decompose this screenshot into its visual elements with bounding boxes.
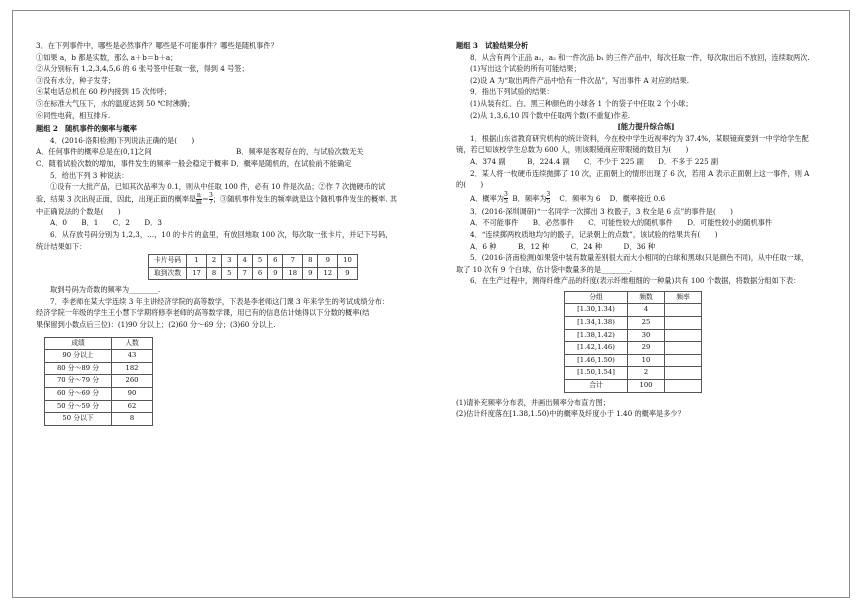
p2-d: D．概率接近 0.6 — [609, 193, 666, 203]
q9-line2: (1)从装有红、白、黑三种颜色的小球各 1 个的袋子中任取 2 个小球； — [470, 98, 693, 108]
q5-options: A．0 B．1 C．2 D．3 — [50, 218, 162, 228]
q7-line1: 7．李老师在某大学连续 3 年主讲经济学院的高等数学，下表是李老师这门课 3 年来学生的考试成绩分布： — [50, 296, 390, 306]
table-row — [45, 413, 153, 426]
q6-stem2: 统计结果如下： — [36, 241, 87, 251]
table-row — [565, 317, 702, 330]
card-count-cell: 6 — [252, 267, 267, 280]
q4-stem: 4．(2016·洛阳检测)下列说法正确的是( ) — [50, 135, 195, 145]
card-table-head2: 取到次数 — [149, 267, 187, 280]
card-number-cell: 9 — [318, 255, 338, 268]
q3-item: ①如果 a，b 都是实数，那么 a＋b＝b＋a； — [36, 52, 178, 62]
q7-line2: 经济学院一年级的学生王小慧下学期将修李老师的高等数学课，用已有的信息估计她得以下分数的概率(结 — [36, 308, 370, 318]
table-cell: 50 分～59 分 — [45, 400, 112, 413]
table-cell: 8 — [112, 413, 153, 426]
table-cell: 100 — [628, 380, 665, 393]
p2-frac-a-num: 3 — [503, 191, 508, 199]
p4-options: A．6 种 B．12 种 C．24 种 D．36 种 — [470, 241, 656, 251]
frequency-table — [564, 291, 702, 393]
p5-line1: 5．(2016·济南检测)如果袋中装有数量差别很大而大小相同的白球和黑球(只是颜色不同)，从中任取一球， — [470, 253, 809, 263]
section-banner: [能力提升综合练] — [617, 122, 675, 132]
table-row — [565, 367, 702, 380]
table-cell — [665, 342, 702, 355]
q7-line3: 果保留到小数点后三位)：(1)90 分以上；(2)60 分～69 分；(3)60 分以上. — [36, 320, 276, 330]
p4-stem: 4．“连续掷两枚质地均匀的骰子，记录朝上的点数”，该试验的结果共有( ) — [470, 229, 718, 239]
card-count-cell: 18 — [283, 267, 303, 280]
topic3-heading: 题组 3 试验结果分析 — [456, 41, 529, 50]
table-cell: [1.34,1.38) — [565, 317, 628, 330]
card-number-cell: 1 — [187, 255, 207, 268]
table-cell: [1.46,1.50) — [565, 354, 628, 367]
p2-c: C．频率为 6 — [559, 193, 601, 203]
table-row — [565, 354, 702, 367]
table-cell: [1.50,1.54] — [565, 367, 628, 380]
table-cell: 4 — [628, 304, 665, 317]
q9-line1: 9．指出下列试验的结果： — [470, 87, 554, 97]
table-header-cell: 人数 — [112, 337, 153, 350]
table-row — [45, 350, 153, 363]
p6-stem: 6．在生产过程中，测得纤维产品的纤度(表示纤维粗细的一种量)共有 100 个数据，将数据分组如下表： — [470, 276, 801, 286]
table-cell: 50 分以下 — [45, 413, 112, 426]
q6-stem1: 6．从存放号码分别为 1,2,3，…，10 的卡片的盒里，有放回地取 100 次，每次取一张卡片，并记下号码， — [50, 229, 393, 239]
q5-line2a: 验，结果 3 次出现正面，因此，出现正面的概率是 — [36, 194, 197, 204]
table-cell: 260 — [112, 375, 153, 388]
q4-option-a — [36, 146, 424, 158]
card-count-cell: 5 — [222, 267, 237, 280]
table-cell: 182 — [112, 362, 153, 375]
p2-a: A．概率为 — [470, 193, 504, 203]
table-cell: [1.38,1.42) — [565, 329, 628, 342]
p1-options: A．374 副 B．224.4 副 C．不少于 225 副 D．不多于 225 副 — [470, 156, 719, 166]
card-number-cell: 8 — [303, 255, 318, 268]
card-number-cell: 4 — [237, 255, 252, 268]
q5-line2 — [36, 193, 424, 206]
table-cell: 30 — [628, 329, 665, 342]
p2-options — [456, 191, 836, 206]
q5-line1: ①设有一大批产品，已知其次品率为 0.1，则从中任取 100 件，必有 10 件是次品；②作 7 次抛硬币的试 — [50, 182, 386, 192]
p2-frac-b-num: 3 — [546, 191, 551, 199]
q3-item: ②从分别标有 1,2,3,4,5,6 的 6 张号签中任取一张，得到 4 号签； — [36, 64, 249, 74]
card-count-cell: 9 — [303, 267, 318, 280]
table-cell — [665, 354, 702, 367]
table-row — [565, 329, 702, 342]
p5-line2: 取了 10 次有 9 个白球，估计袋中数量多的是________. — [456, 264, 633, 274]
table-cell: 80 分～89 分 — [45, 362, 112, 375]
table-header-cell: 频率 — [665, 291, 702, 304]
card-number-cell: 2 — [206, 255, 221, 268]
card-count-cell: 17 — [187, 267, 207, 280]
q3-item: ④某电话总机在 60 秒内接到 15 次传呼； — [36, 87, 172, 97]
p3-stem: 3．(2016·深圳调研)“一名同学一次掷出 3 枚骰子，3 枚全是 6 点”的事件是( ) — [470, 206, 733, 216]
table-row — [565, 304, 702, 317]
table-cell — [665, 380, 702, 393]
card-number-cell: 6 — [268, 255, 283, 268]
p2-frac-a-den: 5 — [503, 198, 508, 206]
q5-eq: ＝ — [201, 194, 209, 204]
card-number-cell: 3 — [222, 255, 237, 268]
table-header-cell: 分组 — [565, 291, 628, 304]
card-count-cell: 8 — [206, 267, 221, 280]
p6-q1: (1)请补充频率分布表，并画出频率分布直方图； — [456, 397, 610, 407]
p2-frac-b — [546, 192, 550, 205]
table-cell: [1.42,1.46) — [565, 342, 628, 355]
q8-line2: (1)写出这个试验的所有可能结果； — [470, 64, 581, 74]
table-cell: [1.30,1.34) — [565, 304, 628, 317]
q4-a: A．任何事件的概率总是在(0,1]之间 — [36, 147, 152, 157]
right-column — [456, 40, 836, 420]
topic2-heading: 题组 2 随机事件的频率与概率 — [36, 124, 137, 134]
q8-line1: 8．从含有两个正品 a₁，a₂ 和一件次品 b₁ 的三件产品中，每次任取一件，每次取出后不放回，连续取两次. — [470, 52, 810, 62]
p3-options: A．不可能事件 B．必然事件 C．可能性较大的随机事件 D．可能性较小的随机事件 — [470, 218, 773, 228]
card-count-cell: 9 — [268, 267, 283, 280]
table-row — [45, 362, 153, 375]
table-cell: 90 — [112, 388, 153, 401]
q6-tail: 取到号码为奇数的频率为________. — [50, 285, 161, 295]
p2-line1: 2．某人将一枚硬币连续抛掷了 10 次，正面朝上的情形出现了 6 次，若用 A 表示正面朝上这一事件，则 A — [470, 168, 810, 178]
frac2-den: 7 — [209, 198, 213, 206]
p2-line2: 的( ) — [456, 180, 484, 190]
q4-b: B．频率是客观存在的，与试验次数无关 — [236, 147, 364, 157]
card-number-cell: 7 — [283, 255, 303, 268]
table-row — [45, 388, 153, 401]
frac-den: m — [196, 198, 202, 206]
q4-option-cd: C．随着试验次数的增加，事件发生的频率一般会稳定于概率 D．概率是随机的，在试验前不能确定 — [36, 158, 352, 168]
left-column — [36, 40, 424, 426]
frac-num: n — [197, 191, 201, 199]
table-header-cell: 频数 — [628, 291, 665, 304]
card-table — [148, 254, 358, 280]
p1-line1: 1．根据山东省教育研究机构的统计资料，今在校中学生近视率约为 37.4%，某眼镜商要到一中学给学生配 — [470, 133, 809, 143]
card-table-head1: 卡片号码 — [149, 255, 187, 268]
card-number-cell: 5 — [252, 255, 267, 268]
table-cell: 合计 — [565, 380, 628, 393]
table-cell: 43 — [112, 350, 153, 363]
table-cell — [665, 367, 702, 380]
q9-line3: (2)从 1,3,6,10 四个数中任取两个数(不重复)作差. — [470, 110, 631, 120]
table-row — [565, 342, 702, 355]
card-number-cell: 10 — [338, 255, 358, 268]
frac2-num: 3 — [209, 191, 213, 199]
score-table — [44, 337, 153, 426]
table-row — [45, 375, 153, 388]
table-row — [565, 380, 702, 393]
q5-line3: 中正确说法的个数是( ) — [36, 206, 121, 216]
table-cell — [665, 329, 702, 342]
q3-item: ⑥同性电荷，相互排斥. — [36, 110, 111, 120]
table-cell — [665, 304, 702, 317]
table-cell: 10 — [628, 354, 665, 367]
table-cell: 62 — [112, 400, 153, 413]
table-cell: 70 分～79 分 — [45, 375, 112, 388]
card-count-cell: 12 — [318, 267, 338, 280]
p6-q2: (2)估计纤度落在[1.38,1.50)中的概率及纤度小于 1.40 的概率是多少？ — [456, 409, 685, 419]
q8-line3: (2)设 A 为“取出两件产品中恰有一件次品”，写出事件 A 对应的结果. — [470, 75, 690, 85]
q5-line2b: ；③随机事件发生的频率就是这个随机事件发生的概率. 其 — [212, 194, 398, 204]
q3-stem: 3．在下列事件中，哪些是必然事件？哪些是不可能事件？哪些是随机事件？ — [36, 41, 278, 50]
table-cell: 60 分～69 分 — [45, 388, 112, 401]
card-count-cell: 9 — [338, 267, 358, 280]
q5-stem: 5．给出下列 3 种说法： — [50, 170, 129, 180]
table-cell: 25 — [628, 317, 665, 330]
table-row — [45, 400, 153, 413]
q3-item: ⑤在标准大气压下，水的温度达到 50 ℃时沸腾； — [36, 98, 195, 108]
table-header-cell: 成绩 — [45, 337, 112, 350]
p2-frac-b-den: 5 — [546, 198, 551, 206]
p1-line2: 镜，若已知该校学生总数为 600 人，则该眼镜商应带眼镜的数目为( ) — [456, 145, 689, 155]
table-cell: 90 分以上 — [45, 350, 112, 363]
q3-item: ③没有水分，种子发芽； — [36, 75, 116, 85]
table-cell — [665, 317, 702, 330]
table-cell: 29 — [628, 342, 665, 355]
table-cell: 2 — [628, 367, 665, 380]
p2-b: B．频率为 — [512, 193, 547, 203]
card-count-cell: 7 — [237, 267, 252, 280]
p2-frac-a — [504, 192, 508, 205]
